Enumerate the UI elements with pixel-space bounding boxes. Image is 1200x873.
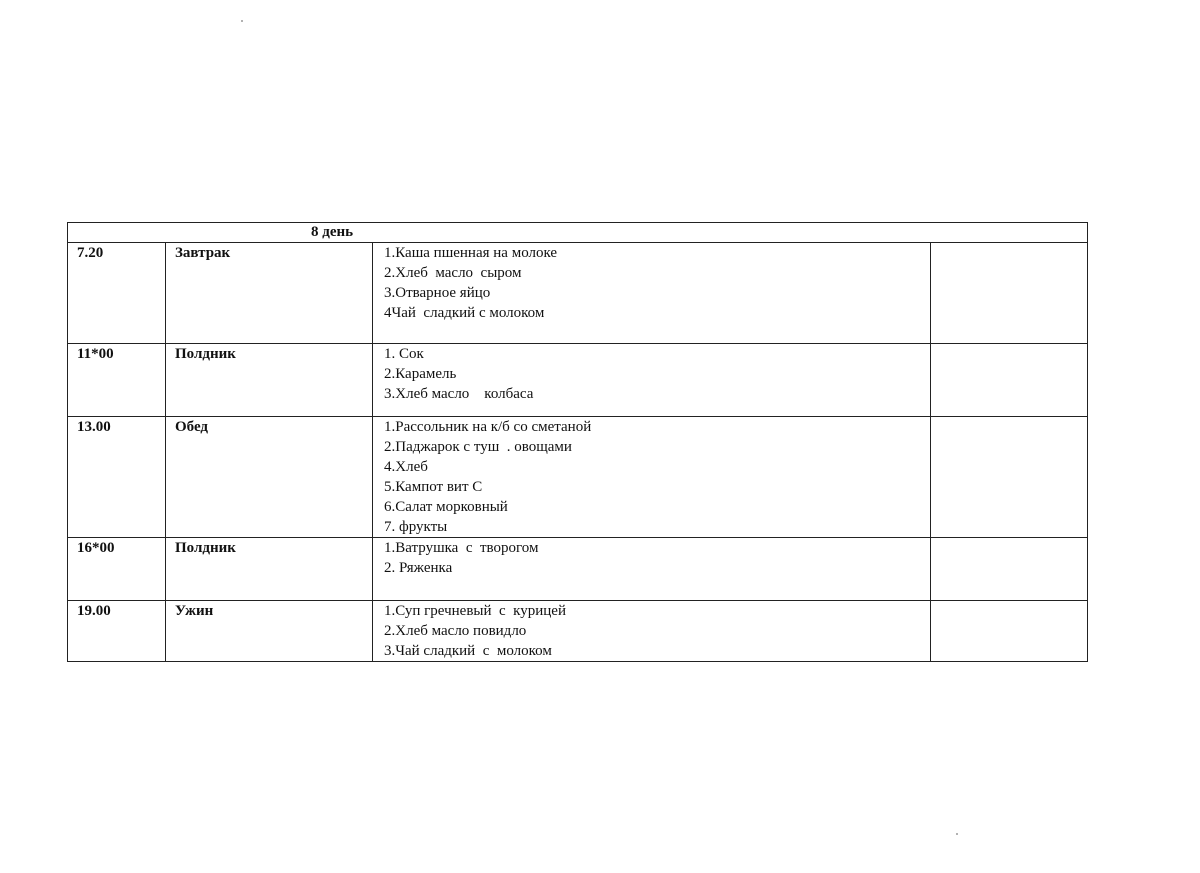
menu-item: 1.Рассольник на к/б со сметаной — [384, 419, 592, 435]
menu-item: 2.Хлеб масло сыром — [384, 265, 522, 281]
meal-cell: Обед — [166, 417, 373, 538]
note-cell — [931, 243, 1088, 344]
menu-item: 1.Ватрушка с творогом — [384, 540, 539, 556]
table-row — [68, 538, 1088, 601]
time-cell: 16*00 — [68, 538, 166, 601]
note-cell — [931, 538, 1088, 601]
menu-item: 3.Отварное яйцо — [384, 285, 491, 301]
meal-cell: Ужин — [166, 601, 373, 662]
day-title: 8 день — [311, 224, 354, 240]
meal-cell: Полдник — [166, 344, 373, 417]
menu-item: 4.Хлеб — [384, 459, 428, 475]
menu-items-cell — [373, 243, 931, 344]
scan-speck — [241, 20, 243, 22]
time-cell: 7.20 — [68, 243, 166, 344]
menu-item: 5.Кампот вит С — [384, 479, 483, 495]
table-row — [68, 601, 1088, 662]
menu-items-cell — [373, 417, 931, 538]
time-cell: 19.00 — [68, 601, 166, 662]
menu-item: 7. фрукты — [384, 519, 448, 535]
note-cell — [931, 417, 1088, 538]
scan-speck — [956, 833, 958, 835]
meal-cell: Завтрак — [166, 243, 373, 344]
meal-cell: Полдник — [166, 538, 373, 601]
menu-item: 1. Сок — [384, 346, 424, 362]
daily-menu-table — [67, 222, 1088, 662]
menu-item: 3.Хлеб масло колбаса — [384, 386, 534, 402]
time-cell: 11*00 — [68, 344, 166, 417]
menu-items-cell — [373, 601, 931, 662]
menu-item: 2. Ряженка — [384, 560, 453, 576]
title-row — [68, 223, 1088, 243]
table-row — [68, 243, 1088, 344]
menu-item: 2.Карамель — [384, 366, 457, 382]
table-row — [68, 417, 1088, 538]
note-cell — [931, 601, 1088, 662]
time-cell: 13.00 — [68, 417, 166, 538]
note-cell — [931, 344, 1088, 417]
menu-item: 3.Чай сладкий с молоком — [384, 643, 552, 659]
menu-items-cell — [373, 344, 931, 417]
menu-item: 4Чай сладкий с молоком — [384, 305, 545, 321]
table-row — [68, 344, 1088, 417]
menu-item: 2.Хлеб масло повидло — [384, 623, 527, 639]
menu-item: 2.Паджарок с туш . овощами — [384, 439, 572, 455]
menu-item: 6.Салат морковный — [384, 499, 508, 515]
menu-item: 1.Каша пшенная на молоке — [384, 245, 558, 261]
title-cell — [68, 223, 1088, 243]
menu-items-cell — [373, 538, 931, 601]
menu-item: 1.Суп гречневый с курицей — [384, 603, 566, 619]
